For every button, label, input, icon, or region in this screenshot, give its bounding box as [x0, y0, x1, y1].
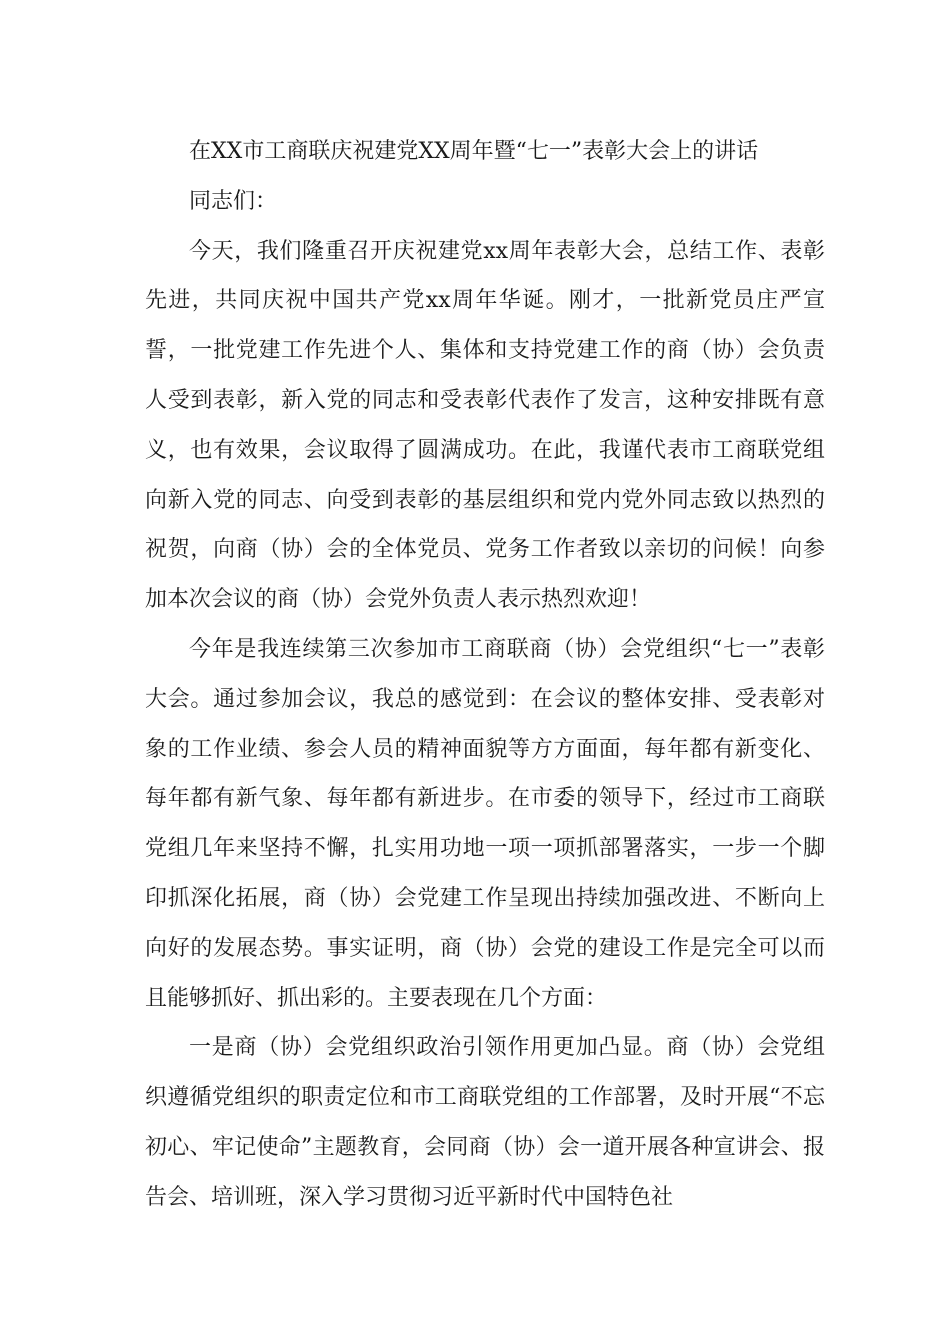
paragraph-3: 一是商（协）会党组织政治引领作用更加凸显。商（协）会党组织遵循党组织的职责定位和市工商联党组的工作部署，及时开展“不忘初心、牢记使命”主题教育，会同商（协）会一道开展各种宣讲会、报告会、培训班，深入学习贯彻习近平新时代中国特色社	[145, 1035, 825, 1210]
paragraph-2: 今年是我连续第三次参加市工商联商（协）会党组织“七一”表彰大会。通过参加会议，我总的感觉到：在会议的整体安排、受表彰对象的工作业绩、参会人员的精神面貌等方方面面，每年都有新变化、每年都有新气象、每年都有新进步。在市委的领导下，经过市工商联党组几年来坚持不懈，扎实用功地一项一项抓部署落实，一步一个脚印抓深化拓展，商（协）会党建工作呈现出持续加强改进、不断向上向好的发展态势。事实证明，商（协）会党的建设工作是完全可以而且能够抓好、抓出彩的。主要表现在几个方面：	[145, 636, 825, 1011]
paragraph-1: 今天，我们隆重召开庆祝建党xx周年表彰大会，总结工作、表彰先进，共同庆祝中国共产党xx周年华诞。刚才，一批新党员庄严宣誓，一批党建工作先进个人、集体和支持党建工作的商（协）会负责人受到表彰，新入党的同志和受表彰代表作了发言，这种安排既有意义，也有效果，会议取得了圆满成功。在此，我谨代表市工商联党组向新入党的同志、向受到表彰的基层组织和党内党外同志致以热烈的祝贺，向商（协）会的全体党员、党务工作者致以亲切的问候！向参加本次会议的商（协）会党外负责人表示热烈欢迎！	[145, 238, 825, 613]
document-title: 在XX市工商联庆祝建党XX周年暨“七一”表彰大会上的讲话	[189, 139, 759, 164]
salutation: 同志们：	[189, 188, 278, 214]
document-body	[145, 127, 825, 1223]
